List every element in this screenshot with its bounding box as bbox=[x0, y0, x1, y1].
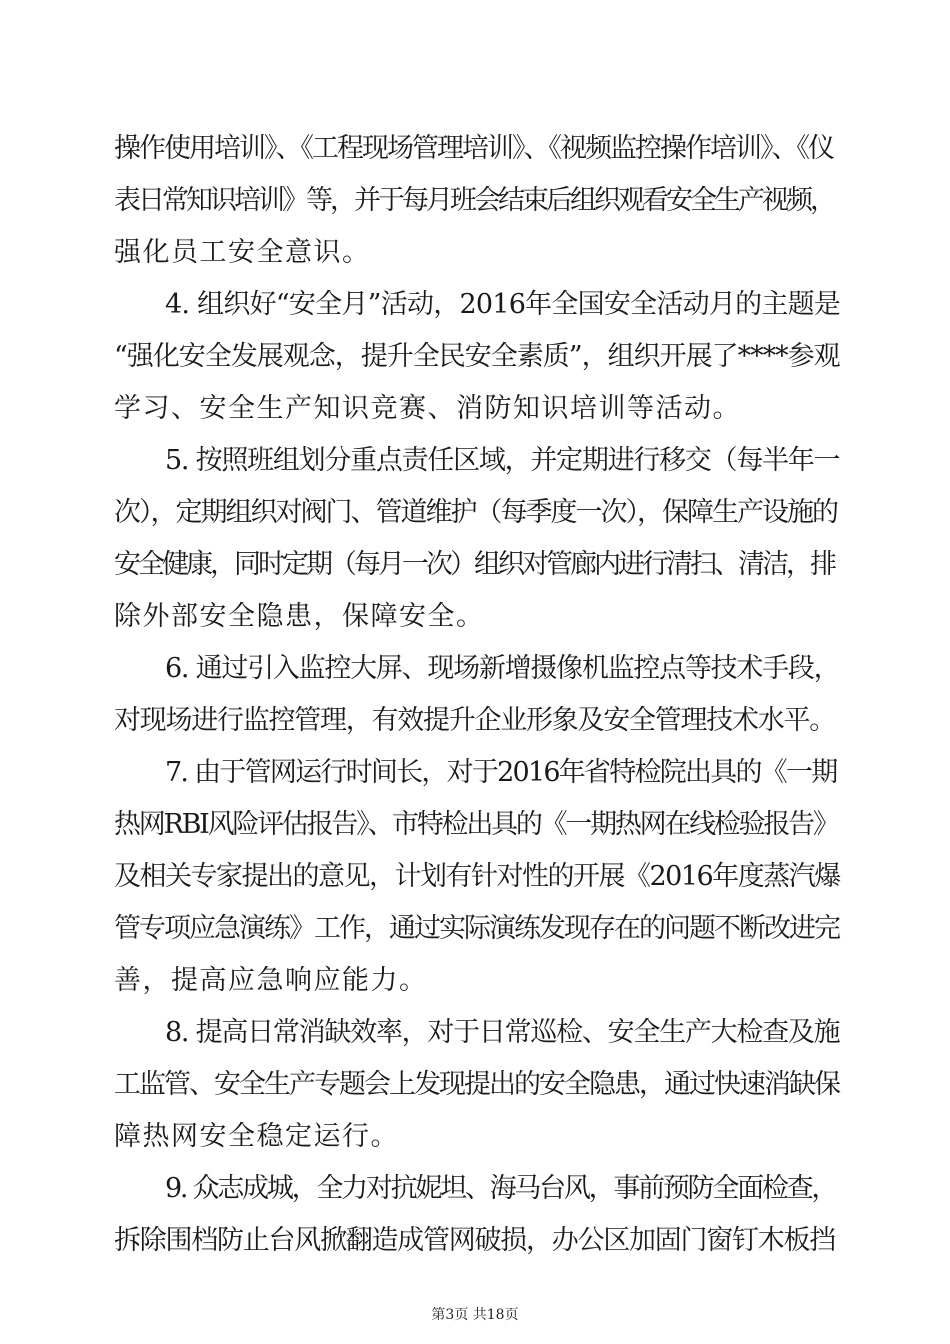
text-line: 管专项应急演练》工作，通过实际演练发现存在的问题不断改进完 bbox=[114, 913, 839, 944]
text-line: 安全健康，同时定期（每月一次）组织对管廊内进行清扫、清洁，排 bbox=[114, 549, 834, 580]
text-line: 拆除围档防止台风掀翻造成管网破损，办公区加固门窗钉木板挡 bbox=[114, 1225, 835, 1256]
text-line: 5. 按照班组划分重点责任区域，并定期进行移交（每半年一 bbox=[165, 445, 840, 476]
text-line: 对现场进行监控管理，有效提升企业形象及安全管理技术水平。 bbox=[114, 705, 835, 736]
text-line: 学习、安全生产知识竞赛、消防知识培训等活动。 bbox=[114, 393, 741, 424]
text-line: 6. 通过引入监控大屏、现场新增摄像机监控点等技术手段， bbox=[165, 653, 840, 684]
text-line: 及相关专家提出的意见，计划有针对性的开展《2016年度蒸汽爆 bbox=[114, 861, 840, 892]
text-line: 工监管、安全生产专题会上发现提出的安全隐患，通过快速消缺保 bbox=[114, 1069, 839, 1100]
text-line: 强化员工安全意识。 bbox=[114, 237, 371, 268]
page-footer: 第3页 共18页 bbox=[431, 1307, 519, 1323]
text-line: 除外部安全隐患，保障安全。 bbox=[114, 601, 485, 632]
text-line: 9. 众志成城，全力对抗妮坦、海马台风，事前预防全面检查， bbox=[165, 1173, 837, 1204]
text-line: 善，提高应急响应能力。 bbox=[114, 965, 428, 996]
text-line: 4. 组织好“安全月”活动，2016年全国安全活动月的主题是 bbox=[165, 289, 841, 320]
text-line: 8. 提高日常消缺效率，对于日常巡检、安全生产大检查及施 bbox=[165, 1017, 840, 1048]
text-line: “强化安全发展观念，提升全民安全素质”，组织开展了****参观 bbox=[114, 341, 840, 372]
text-line: 次），定期组织对阀门、管道维护（每季度一次），保障生产设施的 bbox=[114, 497, 837, 528]
text-line: 7. 由于管网运行时间长，对于2016年省特检院出具的《一期 bbox=[165, 757, 837, 788]
text-line: 热网RBI风险评估报告》、市特检出具的《一期热网在线检验报告》 bbox=[114, 809, 838, 840]
text-line: 操作使用培训》、《工程现场管理培训》、《视频监控操作培训》、《仪 bbox=[114, 133, 833, 164]
text-line: 表日常知识培训》等，并于每月班会结束后组织观看安全生产视频， bbox=[114, 185, 834, 216]
text-line: 障热网安全稳定运行。 bbox=[114, 1121, 399, 1152]
